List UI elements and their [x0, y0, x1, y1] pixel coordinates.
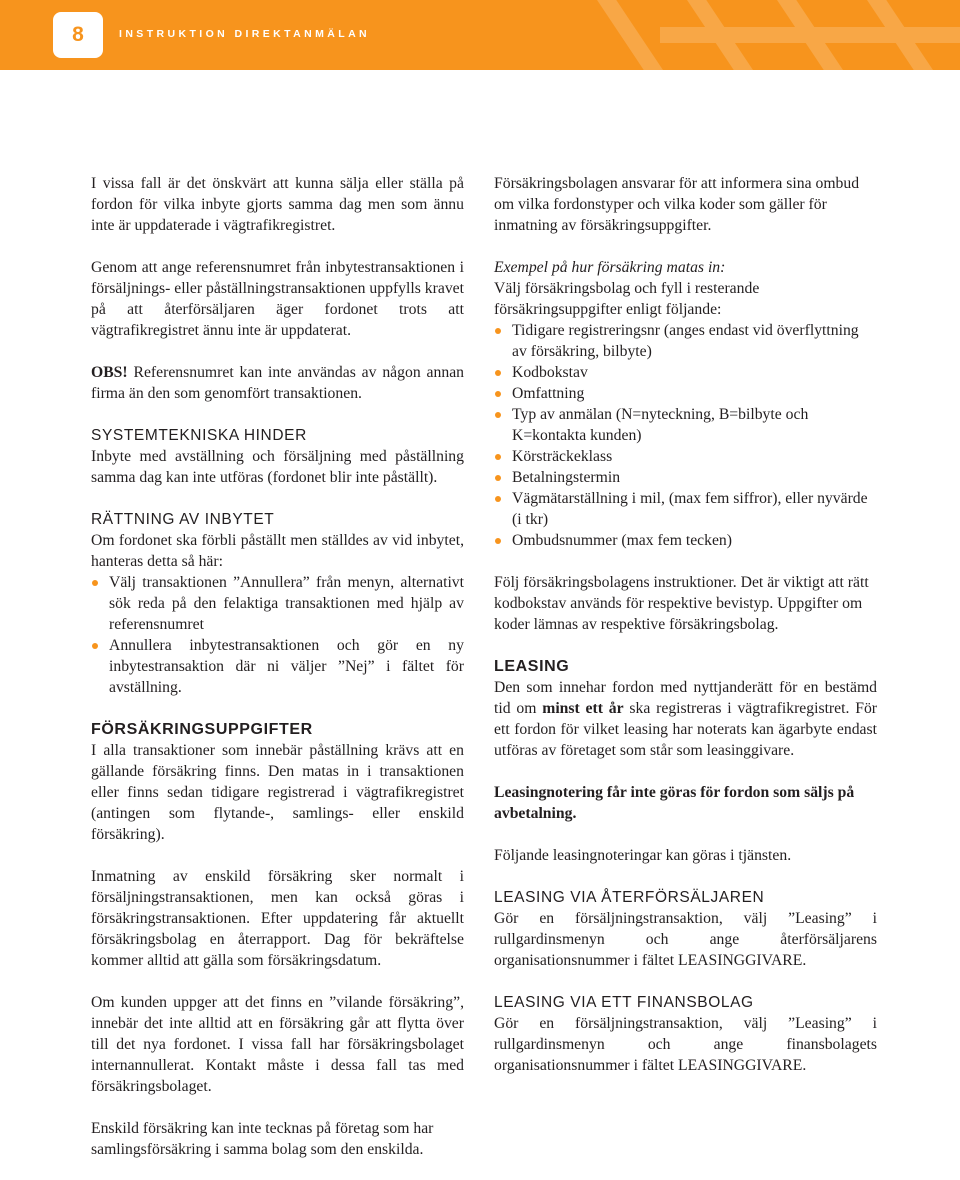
list-item: Vägmätarställning i mil, (max fem siffror), eller nyvärde (i tkr) [494, 488, 877, 530]
paragraph-forsakring-4: Enskild försäkring kan inte tecknas på företag som har samlingsförsäkring i samma bolag som den enskilda. [91, 1120, 434, 1158]
list-item: Välj transaktionen ”Annullera” från menyn, alternativt sök reda på den felaktiga transaktionen med hjälp av referensnumret [91, 572, 464, 635]
list-item: Kodbokstav [494, 362, 877, 383]
heading-systemtekniska-hinder: SYSTEMTEKNISKA HINDER [91, 427, 307, 444]
page-number: 8 [53, 12, 103, 58]
obs-label: OBS! [91, 364, 128, 381]
paragraph-forsakring-1: I alla transaktioner som innebär påställning krävs att en gällande försäkring finns. Den matas in i transaktionen eller finns sedan tidigare registrerad i vägtrafikregistret (antingen som flytande-, samlings- eller enskild försäkring). [91, 742, 464, 843]
example-label: Exempel på hur försäkring matas in: [494, 259, 726, 276]
rattning-list [91, 572, 464, 698]
paragraph-follow: Följ försäkringsbolagens instruktioner. Det är viktigt att rätt kodbokstav används för respektive bevistyp. Uppgifter om koder lämnas av respektive försäkringsbolag. [494, 574, 869, 633]
right-column [494, 173, 877, 1076]
decorative-pattern [540, 0, 960, 70]
leasing-note: Leasingnotering får inte göras för fordon som säljs på avbetalning. [494, 784, 855, 822]
paragraph-insurers: Försäkringsbolagen ansvarar för att informera sina ombud om vilka fordonstyper och vilka koder som gäller för inmatning av försäkringsuppgifter. [494, 175, 860, 234]
example-text: Välj försäkringsbolag och fyll i resterande försäkringsuppgifter enligt följande: [494, 280, 760, 318]
paragraph-leasing-finansbolag: Gör en försäljningstransaktion, välj ”Leasing” i rullgardinsmenyn och ange finansbolagets organisationsnummer i fältet LEASINGGIVARE. [494, 1015, 877, 1074]
heading-leasing: LEASING [494, 658, 570, 675]
list-item: Annullera inbytestransaktionen och gör en ny inbytestransaktion där ni väljer ”Nej” i fältet för avställning. [91, 635, 464, 698]
list-item: Betalningstermin [494, 467, 877, 488]
paragraph-forsakring-3: Om kunden uppger att det finns en ”vilande försäkring”, innebär det inte alltid att en försäkring går att flytta över till det nya fordonet. I vissa fall har försäkringsbolaget internannullerat. Kontakt måste i dessa fall tas med försäkringsbolaget. [91, 994, 464, 1095]
paragraph-intro: I vissa fall är det önskvärt att kunna sälja eller ställa på fordon för vilka inbyte gjorts samma dag men som ännu inte är uppdaterade i vägtrafikregistret. [91, 175, 464, 234]
paragraph-leasing: Den som innehar fordon med nyttjanderätt för en bestämd tid om minst ett år ska registreras i vägtrafikregistret. För ett fordon för vilket leasing har noterats kan ägarbyte endast utföras av företaget som står som leasinggivare. [494, 679, 878, 759]
heading-leasing-finansbolag: LEASING VIA ETT FINANSBOLAG [494, 994, 754, 1011]
list-item: Typ av anmälan (N=nyteckning, B=bilbyte och K=kontakta kunden) [494, 404, 877, 446]
section-title: INSTRUKTION DIREKTANMÄLAN [119, 28, 371, 40]
heading-forsakringsuppgifter: FÖRSÄKRINGSUPPGIFTER [91, 721, 313, 738]
left-column [91, 173, 464, 1160]
list-item: Tidigare registreringsnr (anges endast vid överflyttning av försäkring, bilbyte) [494, 320, 877, 362]
obs-text: Referensnumret kan inte användas av någon annan firma än den som genomfört transaktionen. [91, 364, 464, 402]
paragraph-reference: Genom att ange referensnumret från inbytestransaktionen i försäljnings- eller påställningstransaktionen uppfylls kravet på att återförsäljaren äger fordonet trots att vägtrafikregistret ännu inte är uppdaterat. [91, 259, 464, 339]
header-banner [0, 0, 960, 70]
list-item: Omfattning [494, 383, 877, 404]
paragraph-obs [91, 362, 464, 404]
paragraph-system: Inbyte med avställning och försäljning med påställning samma dag kan inte utföras (fordonet blir inte påställt). [91, 448, 464, 486]
list-item: Körsträckeklass [494, 446, 877, 467]
list-item: Ombudsnummer (max fem tecken) [494, 530, 877, 551]
heading-rattning: RÄTTNING AV INBYTET [91, 511, 275, 528]
paragraph-rattning: Om fordonet ska förbli påställt men ställdes av vid inbytet, hanteras detta så här: [91, 532, 464, 570]
paragraph-leasing-following: Följande leasingnoteringar kan göras i tjänsten. [494, 847, 792, 864]
paragraph-leasing-aterforsaljaren: Gör en försäljningstransaktion, välj ”Leasing” i rullgardinsmenyn och ange återförsäljarens organisationsnummer i fältet LEASINGGIVARE. [494, 910, 877, 969]
heading-leasing-aterforsaljaren: LEASING VIA ÅTERFÖRSÄLJAREN [494, 889, 765, 906]
leasing-bold: minst ett år [542, 700, 624, 717]
paragraph-forsakring-2: Inmatning av enskild försäkring sker normalt i försäljningstransaktionen, men kan också göras i försäkringstransaktionen. Efter uppdatering får aktuellt försäkringsbolag en återrapport. Dag för bekräftelse kommer alltid att gälla som försäkringsdatum. [91, 868, 464, 969]
example-list [494, 320, 877, 551]
